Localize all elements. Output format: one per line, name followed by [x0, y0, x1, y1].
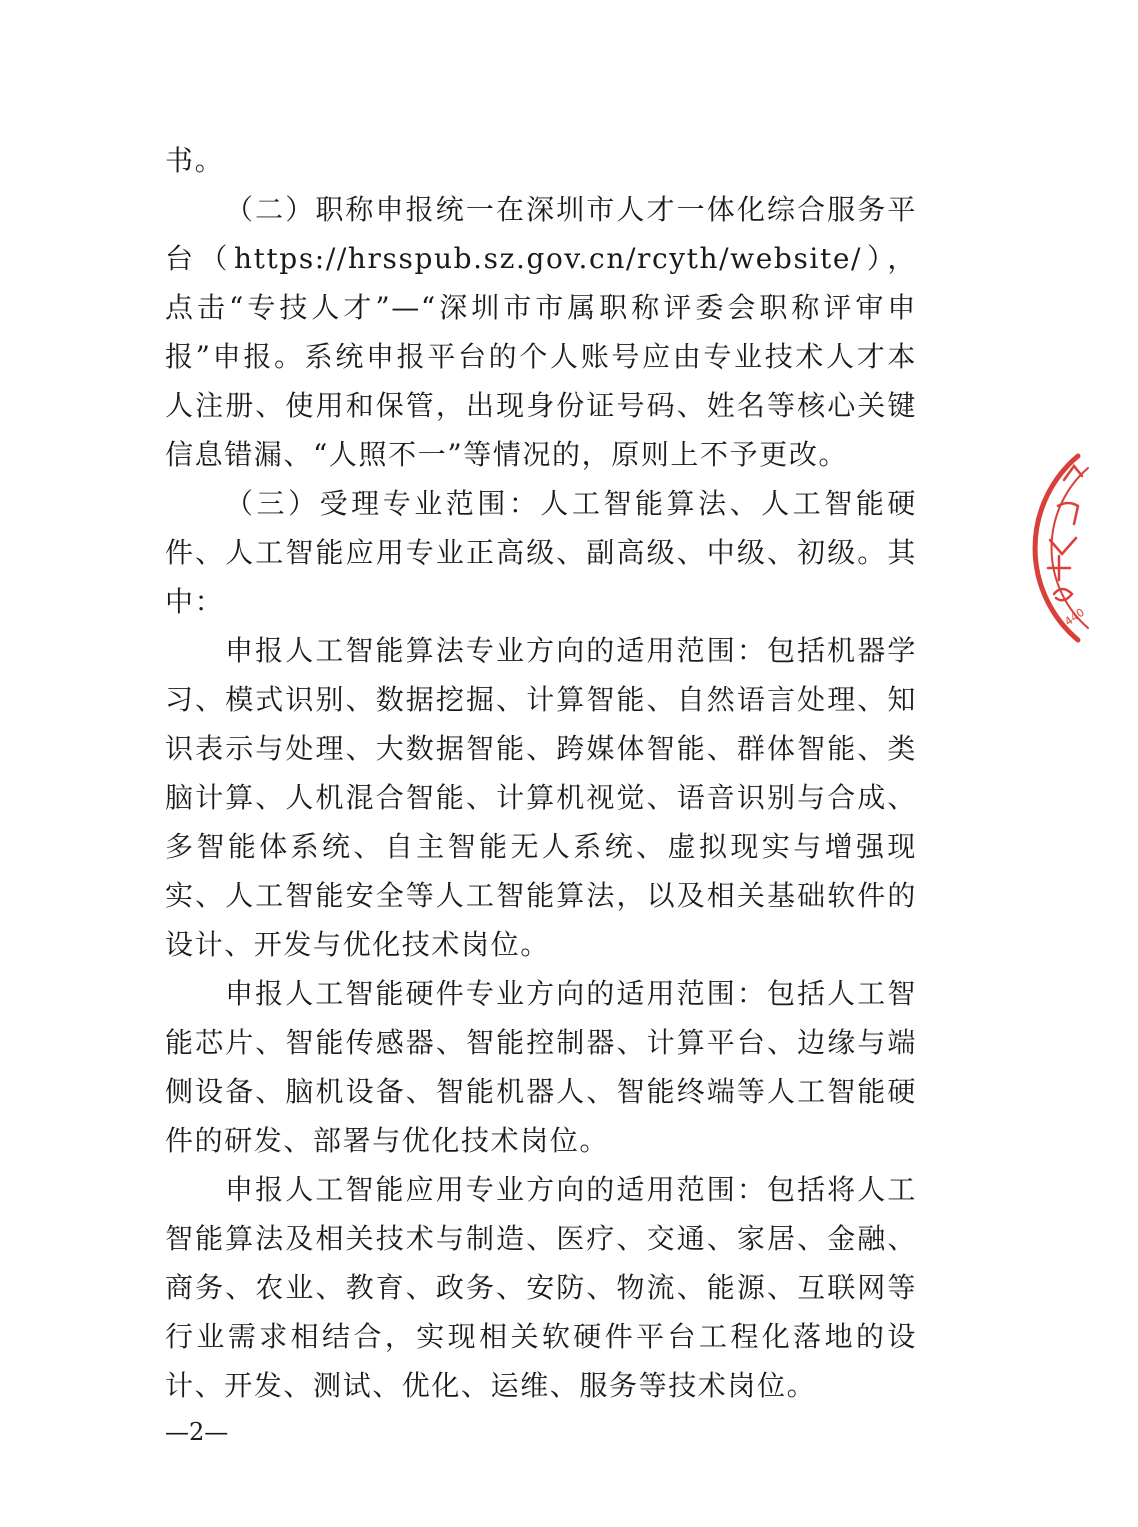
paragraph-ai-application-scope: 申报人工智能应用专业方向的适用范围：包括将人工智能算法及相关技术与制造、医疗、交通、家居、金融、商务、农业、教育、政务、安防、物流、能源、互联网等行业需求相结合，实现相关软硬件平台工程化落地的设计、开发、测试、优化、运维、服务等技术岗位。 [165, 1173, 917, 1402]
paragraph-ai-algorithm-scope: 申报人工智能算法专业方向的适用范围：包括机器学习、模式识别、数据挖掘、计算智能、自然语言处理、知识表示与处理、大数据智能、跨媒体智能、群体智能、类脑计算、人机混合智能、计算机视觉、语音识别与合成、多智能体系统、自主智能无人系统、虚拟现实与增强现实、人工智能安全等人工智能算法，以及相关基础软件的设计、开发与优化技术岗位。 [165, 634, 917, 961]
paragraph-accepted-specialties: （三）受理专业范围：人工智能算法、人工智能硬件、人工智能应用专业正高级、副高级、中级、初级。其中： [165, 487, 917, 618]
paragraph-ai-hardware-scope: 申报人工智能硬件专业方向的适用范围：包括人工智能芯片、智能传感器、智能控制器、计算平台、边缘与端侧设备、脑机设备、智能机器人、智能终端等人工智能硬件的研发、部署与优化技术岗位。 [165, 977, 917, 1157]
svg-text:440: 440 [1062, 605, 1087, 629]
paragraph-fragment: 书。 [165, 144, 225, 177]
official-seal-stamp-icon [1028, 428, 1138, 668]
document-body [165, 136, 917, 1410]
paragraph-application-platform: （二）职称申报统一在深圳市人才一体化综合服务平台（https://hrsspub.sz.gov.cn/rcyth/website/），点击“专技人才”—“深圳市市属职称评委会职称评审申报”申报。系统申报平台的个人账号应由专业技术人才本人注册、使用和保管，出现身份证号码、姓名等核心关键信息错漏、“人照不一”等情况的，原则上不予更改。 [165, 193, 917, 471]
page-number: —2— [165, 1418, 229, 1446]
